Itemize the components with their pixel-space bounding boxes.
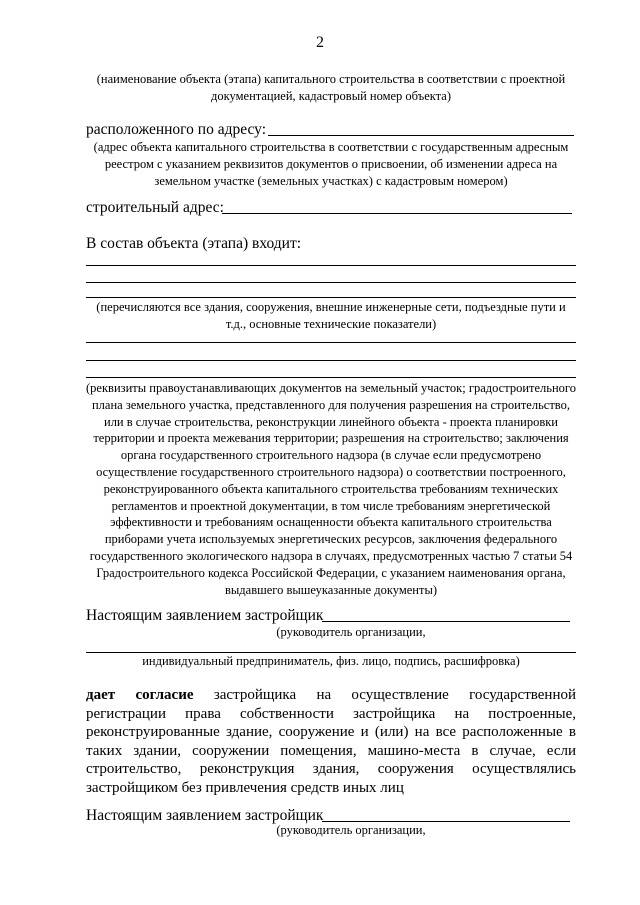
statement-label: Настоящим заявлением застройщик bbox=[86, 607, 324, 624]
statement-line[interactable] bbox=[322, 621, 570, 622]
caption-head-org: (руководитель организации, bbox=[276, 625, 426, 639]
caption-address: (адрес объекта капитального строительства в соответствии с государственным адресным реестром с указанием реквизитов документов о присвоении, об изменении адреса на земельном участке (земельных участках) с кадастровым номером) bbox=[93, 140, 569, 188]
caption-head-org-2: (руководитель организации, bbox=[276, 823, 426, 837]
consent-line-4: таких здании, сооружении помещения, машино-места в случае, если bbox=[86, 742, 576, 759]
requisites-line-2[interactable] bbox=[86, 360, 576, 361]
requisites-line-3[interactable] bbox=[86, 377, 576, 378]
requisites-line-1[interactable] bbox=[86, 342, 576, 343]
statement-label-2: Настоящим заявлением застройщик bbox=[86, 807, 324, 824]
consent-line-3: реконструированные здание, сооружение и (или) на все расположенные в bbox=[86, 724, 576, 740]
construction-address-label: строительный адрес: bbox=[86, 199, 224, 216]
composition-line-3[interactable] bbox=[86, 297, 576, 298]
address-line[interactable] bbox=[268, 135, 574, 136]
consent-line-6: застройщиком без привлечения средств иных лиц bbox=[86, 779, 404, 796]
composition-line-2[interactable] bbox=[86, 282, 576, 283]
page-number: 2 bbox=[316, 34, 324, 51]
address-label: расположенного по адресу: bbox=[86, 121, 266, 138]
construction-address-line[interactable] bbox=[222, 213, 572, 214]
caption-object-name: (наименование объекта (этапа) капитального строительства в соответствии с проектной документацией, кадастровый номер объекта) bbox=[96, 72, 566, 103]
consent-bold-2: согласие bbox=[135, 687, 194, 703]
caption-signature: индивидуальный предприниматель, физ. лицо, подпись, расшифровка) bbox=[142, 654, 520, 668]
consent-line-2: регистрации права собственности застройщика на построенные, bbox=[86, 705, 576, 722]
composition-label: В состав объекта (этапа) входит: bbox=[86, 235, 302, 252]
composition-line-1[interactable] bbox=[86, 265, 576, 266]
consent-line-5: строительство, реконструкция здания, сооружения осуществлялись bbox=[86, 761, 576, 777]
consent-paragraph bbox=[86, 686, 576, 797]
caption-requisites: (реквизиты правоустанавливающих документов на земельный участок; градостроительного плана земельного участка, представленного для получения разрешения на строительство, или в случае строительства, реконструкции линейного объекта - проекта планировки территории и проекта межевания территории; разрешения на строительство; заключения органа государственного строительного надзора (в случае если предусмотрено осуществление государственного строительного надзора) о соответствии построенного, реконструированного объекта капитального строительства требованиям технических регламентов и проектной документации, в том числе требованиям энергетической эффективности и требованиям оснащенности объекта капитального строительства приборами учета используемых энергетических ресурсов, заключения федерального государственного экологического надзора в случаях, предусмотренных частью 7 статьи 54 Градостроительного кодекса Российской Федерации, с указанием наименования органа, выдавшего вышеуказанные документы) bbox=[86, 381, 576, 597]
caption-composition: (перечисляются все здания, сооружения, внешние инженерные сети, подъездные пути и т.д., основные технические показатели) bbox=[96, 300, 566, 331]
consent-bold-1: дает bbox=[86, 687, 116, 703]
consent-line-1: дает согласие застройщика на осуществление государственной bbox=[86, 687, 577, 703]
